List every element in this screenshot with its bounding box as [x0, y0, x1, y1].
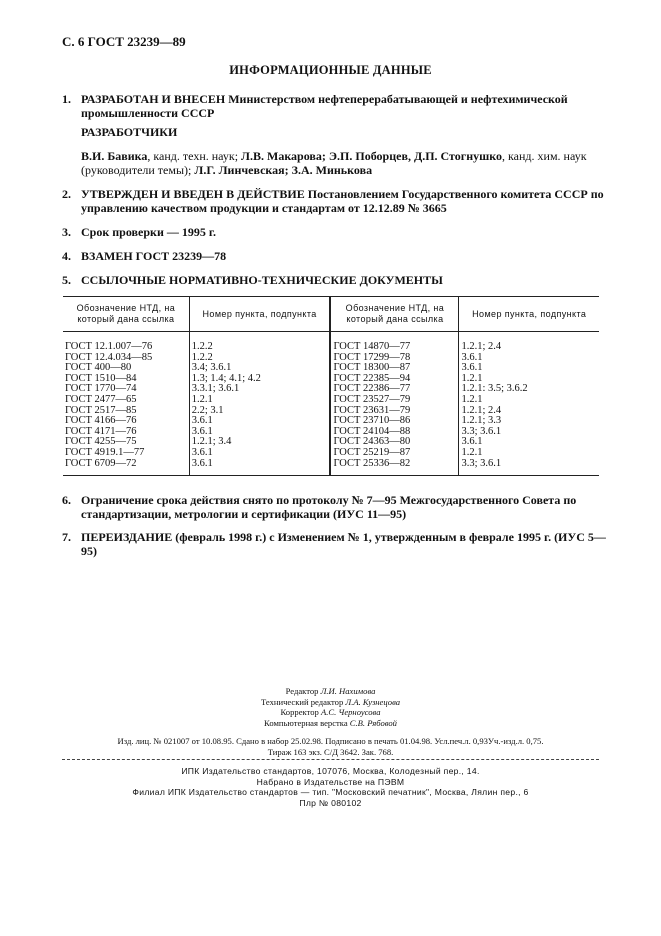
section-number: 5. — [62, 273, 71, 287]
layout-name: С.В. Рябовой — [349, 718, 397, 729]
plr-line: Плр № 080102 — [299, 798, 362, 809]
layout-label: Компьютерная верстка — [264, 718, 350, 729]
corrector-name: А.С. Черноусова — [320, 707, 381, 718]
table-cell-clause: 1.2.1; 2.4 — [461, 341, 502, 352]
table-cell-doc: ГОСТ 2517—85 — [65, 404, 137, 416]
column-header-clause: Номер пункта, подпункта — [459, 297, 599, 332]
right-clause-column — [459, 332, 599, 476]
table-cell-clause: 3.3; 3.6.1 — [461, 457, 502, 469]
table-cell-doc: ГОСТ 17299—78 — [333, 351, 411, 363]
corrector-line — [0, 707, 661, 718]
section-1 — [62, 92, 607, 120]
table-cell-doc: ГОСТ 400—80 — [65, 362, 132, 374]
section-2 — [62, 187, 607, 215]
publication-details — [0, 736, 661, 757]
table-cell-clause: 3.6.1 — [191, 446, 213, 458]
table-cell-clause: 1.2.1; 3.3 — [461, 415, 502, 427]
table-cell-doc: ГОСТ 2477—65 — [65, 393, 137, 405]
corrector-label: Корректор — [280, 707, 321, 718]
table-cell-clause: 3.3; 3.6.1 — [461, 425, 502, 437]
tech-editor-label: Технический редактор — [260, 696, 346, 707]
table-cell-doc: ГОСТ 12.1.007—76 — [65, 341, 153, 352]
table-cell-doc: ГОСТ 25219—87 — [333, 446, 411, 458]
table-cell-clause: 1.2.1 — [191, 393, 213, 405]
editorial-credits — [0, 686, 661, 729]
left-clause-column — [189, 332, 330, 476]
table-body-row — [63, 332, 599, 476]
table-cell-clause: 1.2.1; 2.4 — [461, 404, 502, 416]
table-cell-doc: ГОСТ 4166—76 — [65, 415, 137, 427]
section-number: 6. — [62, 493, 71, 507]
editor-line — [0, 686, 661, 697]
tech-editor-line — [0, 697, 661, 708]
layout-line — [0, 718, 661, 729]
table-cell-doc: ГОСТ 18300—87 — [333, 362, 411, 374]
page-header: С. 6 ГОСТ 23239—89 — [62, 34, 186, 49]
section-4 — [62, 249, 607, 263]
table-cell-clause: 1.2.1 — [461, 393, 483, 405]
table-cell-clause: 1.3; 1.4; 4.1; 4.2 — [191, 372, 261, 384]
table-cell-clause: 3.6.1 — [461, 362, 483, 374]
table-cell-doc: ГОСТ 23527—79 — [333, 393, 411, 405]
editor-label: Редактор — [285, 686, 321, 696]
developer-name: Л.Г. Линчевская; З.А. Минькова — [194, 163, 373, 177]
table-cell-doc: ГОСТ 25336—82 — [333, 457, 411, 469]
table-cell-doc: ГОСТ 4171—76 — [65, 425, 137, 437]
table-cell-doc: ГОСТ 22386—77 — [333, 383, 411, 395]
section-text: ПЕРЕИЗДАНИЕ (февраль 1998 г.) с Изменением № 1, утвержденным в феврале 1995 г. (ИУС 5—95) — [81, 530, 606, 558]
section-text: ВЗАМЕН ГОСТ 23239—78 — [81, 249, 227, 263]
table-cell-doc: ГОСТ 24363—80 — [333, 436, 411, 448]
section-7 — [62, 530, 607, 558]
table-cell-clause: 3.6.1 — [461, 351, 483, 363]
table-cell-doc: ГОСТ 4255—75 — [65, 436, 137, 448]
table-cell-clause: 3.4; 3.6.1 — [191, 362, 232, 374]
section-text: РАЗРАБОТАН И ВНЕСЕН Министерством нефтеперерабатывающей и нефтехимической промышленности СССР — [81, 92, 568, 120]
column-header-designation: Обозначение НТД, на который дана ссылка — [63, 297, 189, 332]
references-table — [63, 296, 599, 476]
table-cell-clause: 1.2.1: 3.5; 3.6.2 — [461, 383, 528, 395]
table-cell-clause: 1.2.1 — [461, 446, 483, 458]
print-run-line: Тираж 163 экз. С/Д 3642. Зак. 768. — [267, 746, 394, 757]
publisher-info — [0, 766, 661, 809]
table-cell-doc: ГОСТ 14870—77 — [333, 341, 411, 352]
page-title: ИНФОРМАЦИОННЫЕ ДАННЫЕ — [229, 63, 432, 77]
table-cell-doc: ГОСТ 23710—86 — [333, 415, 411, 427]
table-cell-clause: 3.6.1 — [191, 415, 213, 427]
section-3 — [62, 225, 607, 239]
developers-heading: РАЗРАБОТЧИКИ — [81, 125, 178, 139]
table-cell-doc: ГОСТ 1770—74 — [65, 383, 137, 395]
right-doc-column — [330, 332, 459, 476]
section-text: ССЫЛОЧНЫЕ НОРМАТИВНО-ТЕХНИЧЕСКИЕ ДОКУМЕНТЫ — [81, 273, 443, 287]
section-text: УТВЕРЖДЕН И ВВЕДЕН В ДЕЙСТВИЕ Постановлением Государственного комитета СССР по управлению качеством продукции и стандартам от 12.12.89 № 3665 — [81, 187, 604, 215]
column-header-clause: Номер пункта, подпункта — [189, 297, 330, 332]
table-header-row — [63, 297, 599, 332]
tech-editor-name: Л.А. Кузнецова — [345, 696, 401, 707]
table-cell-doc: ГОСТ 22385—94 — [333, 372, 411, 384]
publisher-line: ИПК Издательство стандартов, 107076, Москва, Колодезный пер., 14. — [181, 766, 480, 776]
table-cell-doc: ГОСТ 6709—72 — [65, 457, 137, 469]
table-cell-doc: ГОСТ 4919.1—77 — [65, 446, 145, 458]
table-cell-clause: 1.2.1; 3.4 — [191, 436, 232, 448]
table-cell-clause: 1.2.2 — [191, 351, 213, 363]
table-cell-doc: ГОСТ 24104—88 — [333, 425, 411, 437]
table-cell-clause: 3.6.1 — [191, 425, 213, 437]
developers-list — [81, 149, 606, 177]
license-line: Изд. лиц. № 021007 от 10.08.95. Сдано в набор 25.02.98. Подписано в печать 01.04.98. Усл.печ.л. 0,93Уч.-изд.л. 0,75. — [117, 736, 544, 746]
section-number: 1. — [62, 92, 71, 106]
branch-line: Филиал ИПК Издательство стандартов — тип. "Московский печатник", Москва, Лялин пер., 6 — [132, 787, 529, 798]
left-doc-column — [63, 332, 189, 476]
table-cell-clause: 2.2; 3.1 — [191, 404, 224, 416]
section-number: 2. — [62, 187, 71, 201]
editor-name: Л.И. Нахимова — [320, 686, 376, 696]
developer-role: , канд. техн. наук; — [147, 149, 242, 163]
section-6 — [62, 493, 607, 521]
table-cell-doc: ГОСТ 23631—79 — [333, 404, 411, 416]
divider — [62, 759, 599, 760]
section-5 — [62, 273, 607, 287]
table-cell-doc: ГОСТ 1510—84 — [65, 372, 137, 384]
table-cell-clause: 3.6.1 — [461, 436, 483, 448]
section-number: 7. — [62, 530, 71, 544]
column-header-designation: Обозначение НТД, на который дана ссылка — [330, 297, 459, 332]
table-cell-clause: 1.2.2 — [191, 341, 213, 352]
developer-role: , канд. хим. наук (руководители темы); — [81, 149, 587, 177]
section-number: 4. — [62, 249, 71, 263]
developer-name: В.И. Бавика — [81, 149, 148, 163]
developer-name: Л.В. Макарова; Э.П. Поборцев, Д.П. Стогнушко — [241, 149, 503, 163]
typeset-line: Набрано в Издательстве на ПЭВМ — [256, 776, 405, 787]
table-cell-doc: ГОСТ 12.4.034—85 — [65, 351, 153, 363]
table-cell-clause: 3.3.1; 3.6.1 — [191, 383, 240, 395]
table-cell-clause: 3.6.1 — [191, 457, 213, 469]
section-text: Ограничение срока действия снято по протоколу № 7—95 Межгосударственного Совета по стандартизации, метрологии и сертификации (ИУС 11—95) — [81, 493, 577, 521]
section-number: 3. — [62, 225, 71, 239]
table-cell-clause: 1.2.1 — [461, 372, 483, 384]
section-text: Срок проверки — 1995 г. — [81, 225, 216, 239]
